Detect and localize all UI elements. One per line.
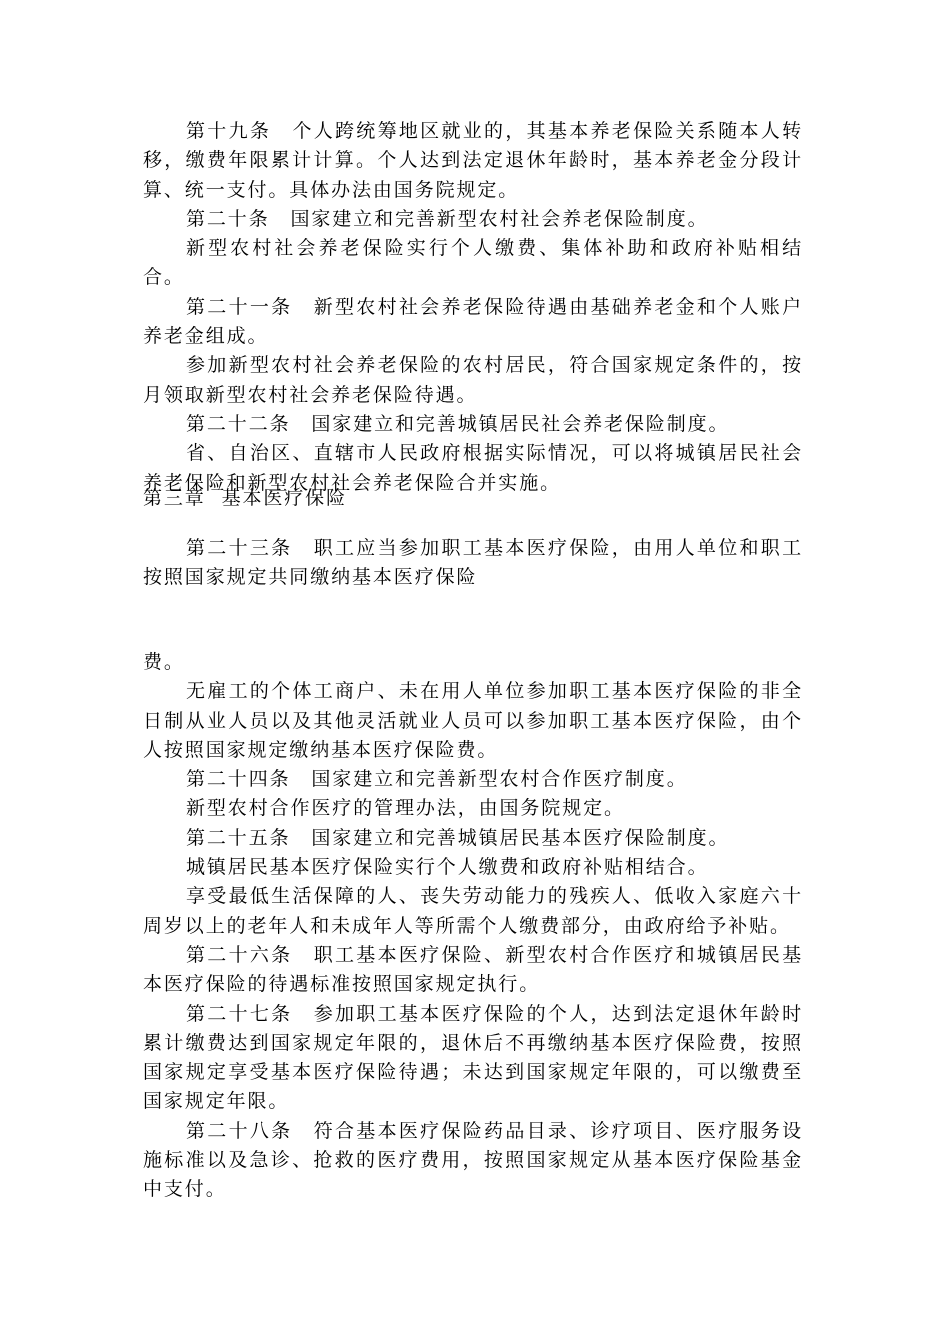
article-20: 第二十条 国家建立和完善新型农村社会养老保险制度。 — [186, 207, 709, 230]
article-19: 第十九条 个人跨统筹地区就业的，其基本养老保险关系随本人转移，缴费年限累计计算。个人达到法定退休年龄时，基本养老金分段计算、统一支付。具体办法由国务院规定。 — [143, 120, 803, 201]
article-25-paragraph-3: 享受最低生活保障的人、丧失劳动能力的残疾人、低收入家庭六十周岁以上的老年人和未成年人等所需个人缴费部分，由政府给予补贴。 — [143, 885, 803, 937]
article-20-paragraph-2: 新型农村社会养老保险实行个人缴费、集体补助和政府补贴相结合。 — [143, 237, 803, 289]
article-23-continuation: 费。 — [143, 651, 185, 673]
article-24: 第二十四条 国家建立和完善新型农村合作医疗制度。 — [186, 768, 688, 791]
article-25-paragraph-2: 城镇居民基本医疗保险实行个人缴费和政府补贴相结合。 — [186, 856, 709, 879]
article-22-paragraph-2: 省、自治区、直辖市人民政府根据实际情况，可以将城镇居民社会养老保险和新型农村社会养老保险合并实施。 — [143, 442, 803, 494]
article-24-paragraph-2: 新型农村合作医疗的管理办法，由国务院规定。 — [186, 797, 625, 820]
article-27: 第二十七条 参加职工基本医疗保险的个人，达到法定退休年龄时累计缴费达到国家规定年限的，退休后不再缴纳基本医疗保险费，按照国家规定享受基本医疗保险待遇；未达到国家规定年限的，可以缴费至国家规定年限。 — [143, 1002, 803, 1113]
article-26: 第二十六条 职工基本医疗保险、新型农村合作医疗和城镇居民基本医疗保险的待遇标准按照国家规定执行。 — [143, 943, 803, 996]
article-25: 第二十五条 国家建立和完善城镇居民基本医疗保险制度。 — [186, 826, 730, 849]
article-28: 第二十八条 符合基本医疗保险药品目录、诊疗项目、医疗服务设施标准以及急诊、抢救的医疗费用，按照国家规定从基本医疗保险基金中支付。 — [143, 1119, 803, 1201]
article-22: 第二十二条 国家建立和完善城镇居民社会养老保险制度。 — [186, 412, 730, 435]
section-medical-articles — [143, 648, 803, 1205]
chapter-heading: 第三章 基本医疗保险 — [143, 487, 347, 509]
section-pension-articles — [143, 117, 803, 498]
article-23-paragraph-2: 无雇工的个体工商户、未在用人单位参加职工基本医疗保险的非全日制从业人员以及其他灵活就业人员可以参加职工基本医疗保险，由个人按照国家规定缴纳基本医疗保险费。 — [143, 680, 803, 761]
section-article-23 — [143, 534, 803, 593]
article-21-paragraph-2: 参加新型农村社会养老保险的农村居民，符合国家规定条件的，按月领取新型农村社会养老保险待遇。 — [143, 354, 803, 406]
chapter-3-block — [143, 484, 803, 513]
article-23: 第二十三条 职工应当参加职工基本医疗保险，由用人单位和职工按照国家规定共同缴纳基本医疗保险 — [143, 537, 803, 589]
article-21: 第二十一条 新型农村社会养老保险待遇由基础养老金和个人账户养老金组成。 — [143, 295, 803, 348]
